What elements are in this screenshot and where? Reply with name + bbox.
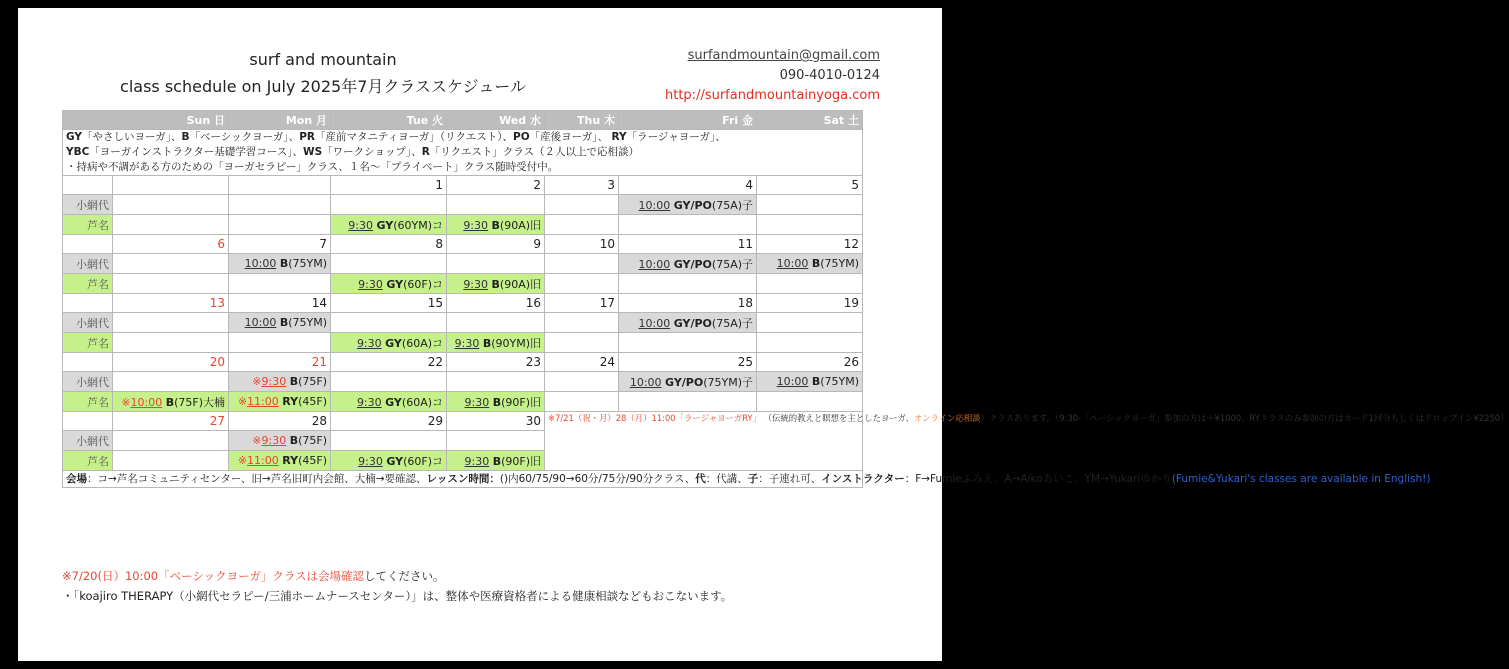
date-corner [63,353,113,372]
date-cell: 2 [447,176,545,195]
class-entry-class: GY [376,218,394,232]
date-corner [63,412,113,431]
class-entry-mark: ※ [252,375,262,388]
date-cell: 23 [447,353,545,372]
empty-slot [331,313,447,333]
date-cell: 14 [229,294,331,313]
class-entry [229,431,331,451]
date-cell: 1 [331,176,447,195]
date-cell: 24 [545,353,619,372]
class-entry-time: 10:00 [776,375,809,388]
class-entry-detail: (60YM)コ [393,218,444,232]
empty-slot [331,431,447,451]
class-entry-time: 9:30 [358,277,383,291]
location-label-kobu: 小網代 [63,313,113,333]
legend-r-desc: 「リクエスト」クラス（２人以上で応相談） [429,146,640,158]
class-entry-class: GY [386,277,404,291]
date-cell: 9 [447,235,545,254]
class-entry [447,392,545,412]
venue-label: 会場 [66,473,87,485]
class-entry-detail: (75YM) [288,316,328,329]
date-cell: 3 [545,176,619,195]
class-entry-detail: (75YM) [820,375,860,388]
class-entry-detail: (90F)旧 [501,395,542,409]
contact-block [665,46,880,106]
empty-slot [229,215,331,235]
class-entry [229,451,331,471]
empty-slot [447,254,545,274]
child-text: ：子連れ可、 [758,473,822,485]
week-2-ashina-row [63,274,863,294]
class-entry-time: 10:00 [244,257,277,270]
empty-slot [331,372,447,392]
week-1-kobu-row [63,195,863,215]
weekday-header [63,111,863,130]
class-entry [331,392,447,412]
date-cell: 11 [619,235,757,254]
date-corner [63,235,113,254]
venue-confirm-rest: してください。 [364,569,445,583]
empty-slot [619,392,757,412]
special-note-text-1: （伝統的教えと瞑想を主としたヨーガ、 [763,413,914,423]
class-entry [331,451,447,471]
class-entry-time: 9:30 [463,218,489,232]
legend-row [63,130,863,176]
venue-legend [63,471,1431,488]
special-note-text-2: ）クラスあります。（9:30-「ベーシックヨーガ」参加の方は＋¥1000、RYクラスのみ参加の方はカード1回分もしくはドロップイン¥2250） [980,413,1509,423]
empty-slot [113,431,229,451]
class-entry-time: 9:30 [356,336,382,350]
date-cell: 8 [331,235,447,254]
class-entry-class: B [289,375,299,388]
class-entry-class: GY [385,336,402,350]
legend-ry: RY [611,131,627,143]
week-4-ashina-row [63,392,863,412]
class-entry [229,392,331,412]
empty-slot [113,451,229,471]
empty-slot [545,254,619,274]
empty-slot [331,254,447,274]
empty-slot [113,372,229,392]
date-cell: 4 [619,176,757,195]
date-cell: 6 [113,235,229,254]
class-entry-class: B [811,257,821,270]
class-entry-class: GY [385,395,402,409]
contact-website-link[interactable]: http://surfandmountainyoga.com [665,88,880,103]
class-entry [331,333,447,353]
date-cell: 26 [757,353,863,372]
contact-phone: 090-4010-0124 [779,68,880,83]
week-2-kobu-row [63,254,863,274]
weekday-sun: Sun 日 [63,111,229,130]
class-entry [331,215,447,235]
class-entry-mark: ※ [237,395,248,408]
contact-email-link[interactable]: surfandmountain@gmail.com [687,48,880,63]
special-note [545,412,1509,471]
class-entry-detail: (60A)コ [401,395,444,409]
legend-ry-desc: 「ラージャヨーガ」、 [626,131,726,143]
date-cell: 12 [757,235,863,254]
date-cell: 27 [113,412,229,431]
class-entry-class: GY/PO [665,375,704,389]
location-label-kobu: 小網代 [63,431,113,451]
class-entry-class: GY/PO [673,257,712,271]
week-3-ashina-row [63,333,863,353]
substitute-label: 代 [695,473,706,485]
week-1-dates [63,176,863,195]
class-entry-class: RY [282,454,299,467]
date-corner [63,176,113,195]
date-cell: 5 [757,176,863,195]
class-entry [229,313,331,333]
class-entry-detail: (75A)子 [711,198,754,212]
class-entry-time: 9:30 [464,395,490,409]
legend-b: B [181,131,190,143]
legend-ybc: YBC [66,146,90,158]
date-cell [229,176,331,195]
class-entry-mark: ※ [237,454,248,467]
date-cell [113,176,229,195]
weekday-fri: Fri 金 [619,111,757,130]
empty-slot [619,333,757,353]
english-note: (Fumie&Yukari's classes are available in English!) [1171,473,1431,485]
location-label-ashina: 芦名 [63,274,113,294]
class-entry-class: B [482,336,492,350]
week-1-ashina-row [63,215,863,235]
location-label-ashina: 芦名 [63,392,113,412]
class-entry-detail: (75YM)子 [703,375,754,389]
empty-slot [113,215,229,235]
date-cell: 30 [447,412,545,431]
week-5-dates [63,412,863,431]
venue-confirm-note [62,566,732,586]
weekday-sat: Sat 土 [757,111,863,130]
weekday-wed: Wed 水 [447,111,545,130]
empty-slot [447,431,545,451]
class-entry [331,274,447,294]
week-4-kobu-row [63,372,863,392]
weekday-thu: Thu 木 [545,111,619,130]
title-line-2: class schedule on July 2025年7月クラススケジュール [120,77,526,96]
class-entry-class: B [165,395,175,409]
substitute-text: ：代講、 [705,473,748,485]
date-cell: 29 [331,412,447,431]
class-entry [447,451,545,471]
legend-ws: WS [303,146,323,158]
class-entry-detail: (60F)コ [403,454,444,468]
class-entry-class: B [491,277,500,291]
class-entry-class: RY [282,395,299,408]
empty-slot [545,333,619,353]
empty-slot [331,195,447,215]
footer-row [63,471,863,488]
lesson-time-label: レッスン時間： [426,473,500,485]
legend-pr-desc: 「産前マタニティヨーガ」（リクエスト）、 [314,131,513,143]
empty-slot [447,372,545,392]
class-entry [619,372,757,392]
date-cell: 15 [331,294,447,313]
empty-slot [113,333,229,353]
class-entry-time: 9:30 [356,395,382,409]
date-cell: 19 [757,294,863,313]
date-cell: 18 [619,294,757,313]
empty-slot [757,313,863,333]
date-cell: 20 [113,353,229,372]
class-entry-time: 10:00 [244,316,277,329]
class-entry [619,313,757,333]
class-entry-time: 10:00 [638,257,671,271]
date-cell: 10 [545,235,619,254]
class-legend [63,130,863,176]
legend-ws-desc: 「ワークショップ」、 [322,146,422,158]
class-entry-time: 9:30 [348,218,373,232]
location-label-ashina: 芦名 [63,451,113,471]
class-entry-class: B [279,257,289,270]
empty-slot [447,195,545,215]
class-entry-class: B [279,316,289,329]
legend-r: R [421,146,430,158]
class-entry-class: B [811,375,821,388]
empty-slot [545,392,619,412]
class-entry-time: 10:00 [638,316,671,330]
class-entry-detail: (75A)子 [711,257,754,271]
class-entry-detail: (45F) [298,395,328,408]
class-entry-detail: (75YM) [288,257,328,270]
empty-slot [757,274,863,294]
class-entry-detail: (45F) [298,454,328,467]
empty-slot [229,195,331,215]
class-entry-detail: (75A)子 [711,316,754,330]
week-2-dates [63,235,863,254]
empty-slot [619,274,757,294]
empty-slot [113,313,229,333]
class-entry-time: 9:30 [464,454,490,468]
legend-po: PO [513,131,530,143]
class-entry-time: 9:30 [463,277,489,291]
class-entry-time: 10:00 [629,375,662,389]
empty-slot [757,333,863,353]
legend-gy: GY [66,131,82,143]
class-entry-class: B [492,454,502,468]
empty-slot [757,215,863,235]
empty-slot [545,215,619,235]
class-entry-detail: (75F)大楠 [174,395,226,409]
class-entry-class: B [492,395,502,409]
class-entry-class: GY [386,454,404,468]
lesson-time-text: ()内60/75/90→60分/75分/90分クラス、 [499,473,696,485]
class-entry [619,195,757,215]
class-entry-class: GY/PO [673,316,712,330]
class-entry-class: GY/PO [673,198,712,212]
date-cell: 16 [447,294,545,313]
class-entry-detail: (90A)旧 [499,277,542,291]
date-cell: 22 [331,353,447,372]
location-label-ashina: 芦名 [63,333,113,353]
class-entry [447,274,545,294]
location-label-kobu: 小網代 [63,254,113,274]
class-entry [447,215,545,235]
therapy-note: ・「koajiro THERAPY（小網代セラピー/三浦ホームナースセンター）」は、整体や医療資格者による健康相談などもおこないます。 [62,589,733,603]
empty-slot [757,195,863,215]
class-entry-detail: (60A)コ [401,336,444,350]
instructor-text: ：F→Fumieふみえ、A→Aikoあいこ、YM→Yukariゆかり [904,473,1172,485]
empty-slot [113,195,229,215]
class-entry-detail: (75F) [298,375,328,388]
class-entry-class: B [289,434,299,447]
class-entry [229,254,331,274]
class-entry-time: 10:00 [638,198,671,212]
class-entry-detail: (60F)コ [403,277,444,291]
legend-sep: 、 [597,131,609,143]
weekday-tue: Tue 火 [331,111,447,130]
class-entry-class: B [491,218,500,232]
class-entry-time: 10:00 [130,395,163,409]
calendar-table [62,110,1509,488]
location-label-kobu: 小網代 [63,372,113,392]
class-entry-detail: (90F)旧 [501,454,542,468]
week-4-dates [63,353,863,372]
class-entry [229,372,331,392]
legend-gy-desc: 「やさしいヨーガ」、 [82,131,182,143]
special-note-title: ※7/21（祝・月）28（月）11:00「ラージャヨーガRY」 [548,413,761,423]
location-label-ashina: 芦名 [63,215,113,235]
empty-slot [113,254,229,274]
legend-therapy-note: ・持病や不調がある方のための「ヨーガセラピー」クラス、１名〜「プライベート」クラス随時受付中。 [66,161,559,173]
date-cell: 13 [113,294,229,313]
location-label-kobu: 小網代 [63,195,113,215]
title-line-1: surf and mountain [249,50,397,69]
class-entry [619,254,757,274]
date-cell: 17 [545,294,619,313]
empty-slot [229,333,331,353]
class-entry-time: 10:00 [776,257,809,270]
legend-pr: PR [299,131,315,143]
class-entry-time: 9:30 [358,454,383,468]
class-entry-time: 9:30 [261,375,287,388]
venue-confirm-red: ※7/20(日）10:00「ベーシックヨーガ」クラスは会場確認 [62,569,365,583]
date-cell: 28 [229,412,331,431]
class-entry [757,372,863,392]
empty-slot [619,215,757,235]
venue-text: ：コ→芦名コミュニティセンター、旧→芦名旧町内会館、大楠→要確認、 [87,473,427,485]
legend-b-desc: 「ベーシックヨーガ」、 [189,131,300,143]
class-entry-mark: ※ [121,395,131,409]
week-3-kobu-row [63,313,863,333]
child-label: 子 [747,473,759,485]
date-corner [63,294,113,313]
empty-slot [545,195,619,215]
legend-po-desc: 「産後ヨーガ」 [529,131,598,143]
bottom-notes [62,566,732,606]
empty-slot [113,274,229,294]
class-entry-time: 9:30 [454,336,480,350]
date-cell: 7 [229,235,331,254]
class-entry-time: 11:00 [247,395,279,408]
class-entry-detail: (90A)旧 [499,218,542,232]
empty-slot [545,313,619,333]
class-entry [447,333,545,353]
weekday-mon: Mon 月 [229,111,331,130]
class-entry-detail: (90YM)旧 [491,336,542,350]
special-note-online: オンライン応相談 [913,413,981,423]
empty-slot [447,313,545,333]
class-entry [757,254,863,274]
empty-slot [545,372,619,392]
class-entry [113,392,229,412]
date-cell: 25 [619,353,757,372]
legend-ybc-desc: 「ヨーガインストラクター基礎学習コース」、 [89,146,303,158]
date-cell: 21 [229,353,331,372]
week-3-dates [63,294,863,313]
class-entry-detail: (75F) [298,434,328,447]
class-entry-mark: ※ [252,434,262,447]
class-entry-time: 11:00 [247,454,279,467]
empty-slot [545,274,619,294]
empty-slot [229,274,331,294]
page-title [18,46,628,100]
class-entry-time: 9:30 [261,434,287,447]
class-entry-detail: (75YM) [820,257,860,270]
empty-slot [757,392,863,412]
instructor-label: インストラクター [821,473,905,485]
